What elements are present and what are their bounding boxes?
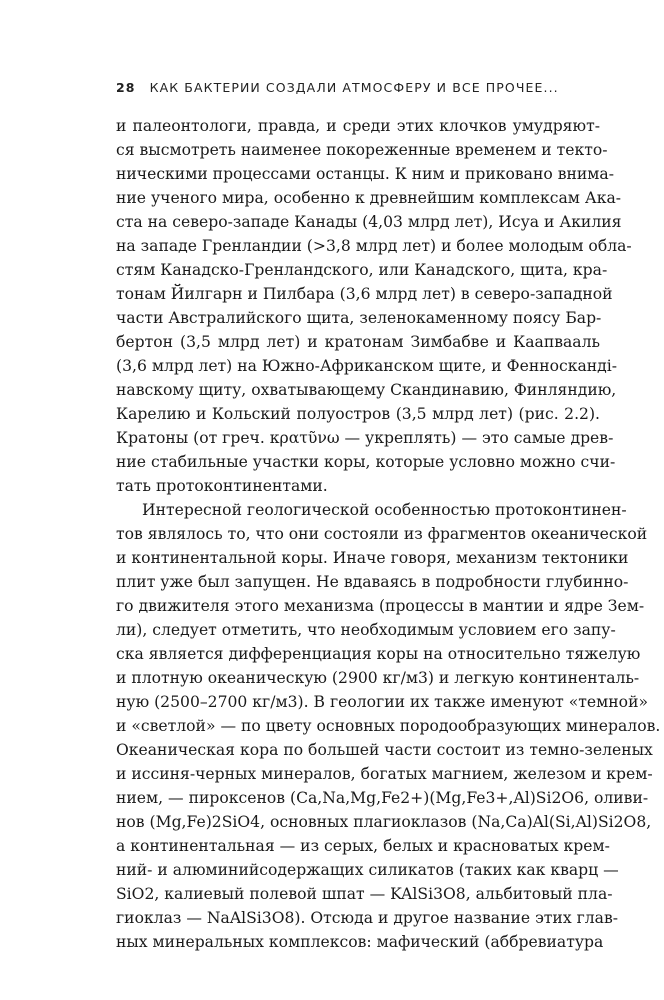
text-line: Океаническая кора по большей части состоит из темно-зеленых — [116, 741, 653, 759]
running-header — [116, 80, 606, 100]
text-line: и «светлой» — по цвету основных породообразующих минералов. — [116, 717, 661, 735]
text-line: и континентальной коры. Иначе говоря, механизм тектоники — [116, 549, 629, 567]
text-line: навскому щиту, охватывающему Скандинавию, Финляндию, — [116, 381, 617, 399]
text-line: ние стабильные участки коры, которые условно можно счи- — [116, 453, 616, 471]
body-text — [116, 114, 661, 954]
text-line: Кратоны (от греч. κρατῦνω — укреплять) — это самые древ- — [116, 429, 614, 447]
text-line: и плотную океаническую (2900 кг/м3) и легкую континенталь- — [116, 669, 640, 687]
text-line: гиоклаз — NaAlSi3O8). Отсюда и другое название этих глав- — [116, 909, 618, 927]
text-line: Карелию и Кольский полуостров (3,5 млрд лет) (рис. 2.2). — [116, 405, 600, 423]
text-line: ную (2500–2700 кг/м3). В геологии их также именуют «темной» — [116, 693, 648, 711]
text-line: ся высмотреть наименее покореженные временем и текто- — [116, 141, 608, 159]
text-line: го движителя этого механизма (процессы в мантии и ядре Зем- — [116, 597, 645, 615]
text-line: тать протоконтинентами. — [116, 477, 328, 495]
text-line: нием, — пироксенов (Ca,Na,Mg,Fe2+)(Mg,Fe3+,Al)Si2O6, оливи- — [116, 789, 649, 807]
text-line: бертон (3,5 млрд лет) и кратонам Зимбабве и Каапвааль — [116, 333, 600, 351]
running-title: КАК БАКТЕРИИ СОЗДАЛИ АТМОСФЕРУ И ВСЕ ПРОЧЕЕ... — [149, 80, 559, 95]
text-line: тонам Йилгарн и Пилбара (3,6 млрд лет) в северо-западной — [116, 285, 613, 303]
text-line: тов являлось то, что они состояли из фрагментов океанической — [116, 525, 648, 543]
text-line: ли), следует отметить, что необходимым условием его запу- — [116, 621, 616, 639]
text-line: SiO2, калиевый полевой шпат — KAlSi3O8, альбитовый пла- — [116, 885, 613, 903]
text-line: стям Канадско-Гренландского, или Канадского, щита, кра- — [116, 261, 608, 279]
page-number: 28 — [116, 80, 136, 95]
text-line: Интересной геологической особенностью протоконтинен- — [142, 501, 627, 519]
text-line: а континентальная — из серых, белых и красноватых крем- — [116, 837, 610, 855]
text-line: ных минеральных комплексов: мафический (аббревиатура — [116, 933, 604, 951]
text-line: и иссиня-черных минералов, богатых магнием, железом и крем- — [116, 765, 653, 783]
text-line: ста на северо-западе Канады (4,03 млрд лет), Исуа и Акилия — [116, 213, 622, 231]
text-line: ническими процессами останцы. К ним и приковано внима- — [116, 165, 614, 183]
text-line: ние ученого мира, особенно к древнейшим комплексам Ака- — [116, 189, 622, 207]
text-line: на западе Гренландии (>3,8 млрд лет) и более молодым обла- — [116, 237, 632, 255]
text-line: плит уже был запущен. Не вдаваясь в подробности глубинно- — [116, 573, 629, 591]
text-line: ний- и алюминийсодержащих силикатов (таких как кварц — — [116, 861, 619, 879]
text-line: ска является дифференциация коры на относительно тяжелую — [116, 645, 641, 663]
text-line: нов (Mg,Fe)2SiO4, основных плагиоклазов (Na,Ca)Al(Si,Al)Si2O8, — [116, 813, 652, 831]
text-line: части Австралийского щита, зеленокаменному поясу Бар- — [116, 309, 602, 327]
text-line: и палеонтологи, правда, и среди этих клочков умудряют- — [116, 117, 600, 135]
text-line: (3,6 млрд лет) на Южно-Африканском щите, и Фенноскандi- — [116, 357, 618, 375]
